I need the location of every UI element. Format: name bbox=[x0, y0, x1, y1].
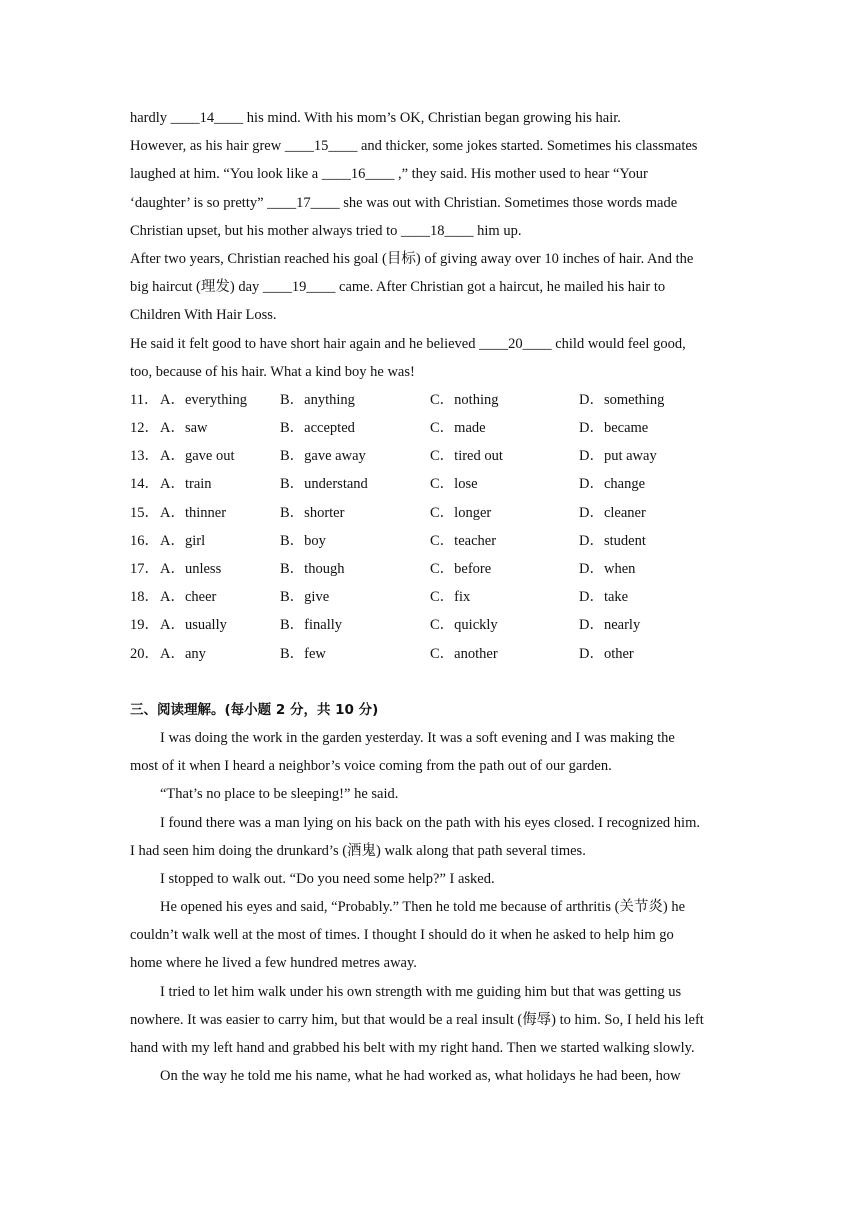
question-number: 18． bbox=[130, 589, 159, 606]
question-number: 13． bbox=[130, 448, 159, 465]
question-number: 19． bbox=[130, 617, 159, 634]
option-a: A．everything bbox=[160, 391, 247, 408]
option-row bbox=[130, 555, 735, 583]
option-b: B．finally bbox=[280, 617, 343, 634]
option-d: D．when bbox=[579, 561, 636, 577]
option-a: A．train bbox=[160, 476, 212, 493]
option-b: B．shorter bbox=[280, 504, 345, 521]
text-line: I found there was a man lying on his back on the path with his eyes closed. I recognized him. bbox=[160, 814, 700, 831]
option-c: C．another bbox=[430, 645, 498, 662]
option-b: B．though bbox=[280, 561, 345, 577]
text-line: hand with my left hand and grabbed his belt with my right hand. Then we started walking slowly. bbox=[130, 1040, 695, 1056]
option-b: B．understand bbox=[280, 476, 368, 493]
text-line: On the way he told me his name, what he had worked as, what holidays he had been, how bbox=[160, 1068, 681, 1085]
option-a: A．thinner bbox=[160, 504, 227, 521]
question-number: 16． bbox=[130, 532, 159, 549]
option-a: A．unless bbox=[160, 561, 222, 577]
option-d: D．cleaner bbox=[579, 504, 646, 521]
option-d: D．student bbox=[579, 532, 646, 549]
text-line: laughed at him. “You look like a ____16____ ,” they said. His mother used to hear “Your bbox=[130, 166, 648, 183]
option-d: D．other bbox=[579, 645, 634, 662]
text-line: I tried to let him walk under his own strength with me guiding him but that was getting us bbox=[160, 983, 682, 1000]
option-a: A．usually bbox=[160, 617, 227, 634]
spacer bbox=[130, 668, 735, 696]
text-line: nowhere. It was easier to carry him, but that would be a real insult (侮辱) to him. So, I held his left bbox=[130, 1011, 704, 1028]
option-c: C．nothing bbox=[430, 391, 499, 408]
option-d: D．became bbox=[579, 420, 649, 437]
option-d: D．nearly bbox=[579, 617, 641, 634]
text-line: Christian upset, but his mother always tried to ____18____ him up. bbox=[130, 222, 522, 239]
options-list bbox=[130, 386, 735, 668]
option-b: B．accepted bbox=[280, 420, 355, 437]
option-c: C．fix bbox=[430, 589, 471, 606]
option-c: C．lose bbox=[430, 476, 478, 493]
option-c: C．made bbox=[430, 420, 486, 437]
option-a: A．saw bbox=[160, 420, 208, 437]
question-number: 20． bbox=[130, 645, 159, 662]
text-line: most of it when I heard a neighbor’s voice coming from the path out of our garden. bbox=[130, 758, 612, 775]
option-b: B．boy bbox=[280, 532, 326, 549]
text-line: hardly ____14____ his mind. With his mom’s OK, Christian began growing his hair. bbox=[130, 110, 621, 126]
reading-passage bbox=[130, 724, 735, 1090]
cloze-passage bbox=[130, 104, 735, 386]
option-b: B．give bbox=[280, 589, 330, 606]
text-line: couldn’t walk well at the most of times. I thought I should do it when he asked to help him go bbox=[130, 927, 674, 944]
option-d: D．take bbox=[579, 589, 629, 606]
option-a: A．any bbox=[160, 645, 206, 662]
option-row bbox=[130, 527, 735, 555]
option-b: B．anything bbox=[280, 391, 355, 408]
text-line: I had seen him doing the drunkard’s (酒鬼) walk along that path several times. bbox=[130, 842, 586, 859]
text-line: He said it felt good to have short hair again and he believed ____20____ child would feel good, bbox=[130, 335, 686, 352]
option-c: C．quickly bbox=[430, 617, 498, 634]
question-number: 15． bbox=[130, 504, 159, 521]
text-line: “That’s no place to be sleeping!” he said. bbox=[160, 786, 399, 803]
text-line: ‘daughter’ is so pretty” ____17____ she was out with Christian. Sometimes those words made bbox=[130, 194, 678, 211]
option-d: D．something bbox=[579, 391, 665, 408]
option-b: B．gave away bbox=[280, 448, 366, 465]
option-a: A．cheer bbox=[160, 589, 217, 606]
text-line: big haircut (理发) day ____19____ came. After Christian got a haircut, he mailed his hair to bbox=[130, 279, 666, 296]
text-line: home where he lived a few hundred metres away. bbox=[130, 955, 417, 972]
option-row bbox=[130, 386, 735, 414]
option-row bbox=[130, 583, 735, 611]
option-d: D．change bbox=[579, 476, 646, 493]
question-number: 14． bbox=[130, 476, 159, 493]
question-number: 17． bbox=[130, 561, 159, 577]
option-row bbox=[130, 414, 735, 442]
question-number: 11． bbox=[130, 391, 159, 408]
text-line: However, as his hair grew ____15____ and thicker, some jokes started. Sometimes his classmates bbox=[130, 138, 698, 155]
option-a: A．gave out bbox=[160, 448, 235, 465]
text-line: too, because of his hair. What a kind boy he was! bbox=[130, 363, 415, 380]
text-line: I stopped to walk out. “Do you need some help?” I asked. bbox=[160, 870, 495, 887]
text-line: Children With Hair Loss. bbox=[130, 307, 277, 324]
option-d: D．put away bbox=[579, 448, 657, 465]
text-line: He opened his eyes and said, “Probably.” Then he told me because of arthritis (关节炎) he bbox=[160, 899, 686, 916]
option-row bbox=[130, 499, 735, 527]
option-row bbox=[130, 442, 735, 470]
option-row bbox=[130, 470, 735, 498]
section-heading: 三、阅读理解。(每小题 2 分，共 10 分) bbox=[130, 701, 379, 718]
option-row bbox=[130, 611, 735, 639]
option-row bbox=[130, 640, 735, 668]
text-line: I was doing the work in the garden yesterday. It was a soft evening and I was making the bbox=[160, 729, 675, 746]
text-line: After two years, Christian reached his goal (目标) of giving away over 10 inches of hair. And the bbox=[130, 250, 694, 267]
option-c: C．teacher bbox=[430, 532, 497, 549]
option-c: C．before bbox=[430, 561, 492, 577]
option-c: C．tired out bbox=[430, 448, 503, 465]
option-c: C．longer bbox=[430, 504, 492, 521]
document-page bbox=[130, 104, 735, 1090]
option-b: B．few bbox=[280, 645, 326, 662]
question-number: 12． bbox=[130, 420, 159, 437]
option-a: A．girl bbox=[160, 532, 206, 549]
